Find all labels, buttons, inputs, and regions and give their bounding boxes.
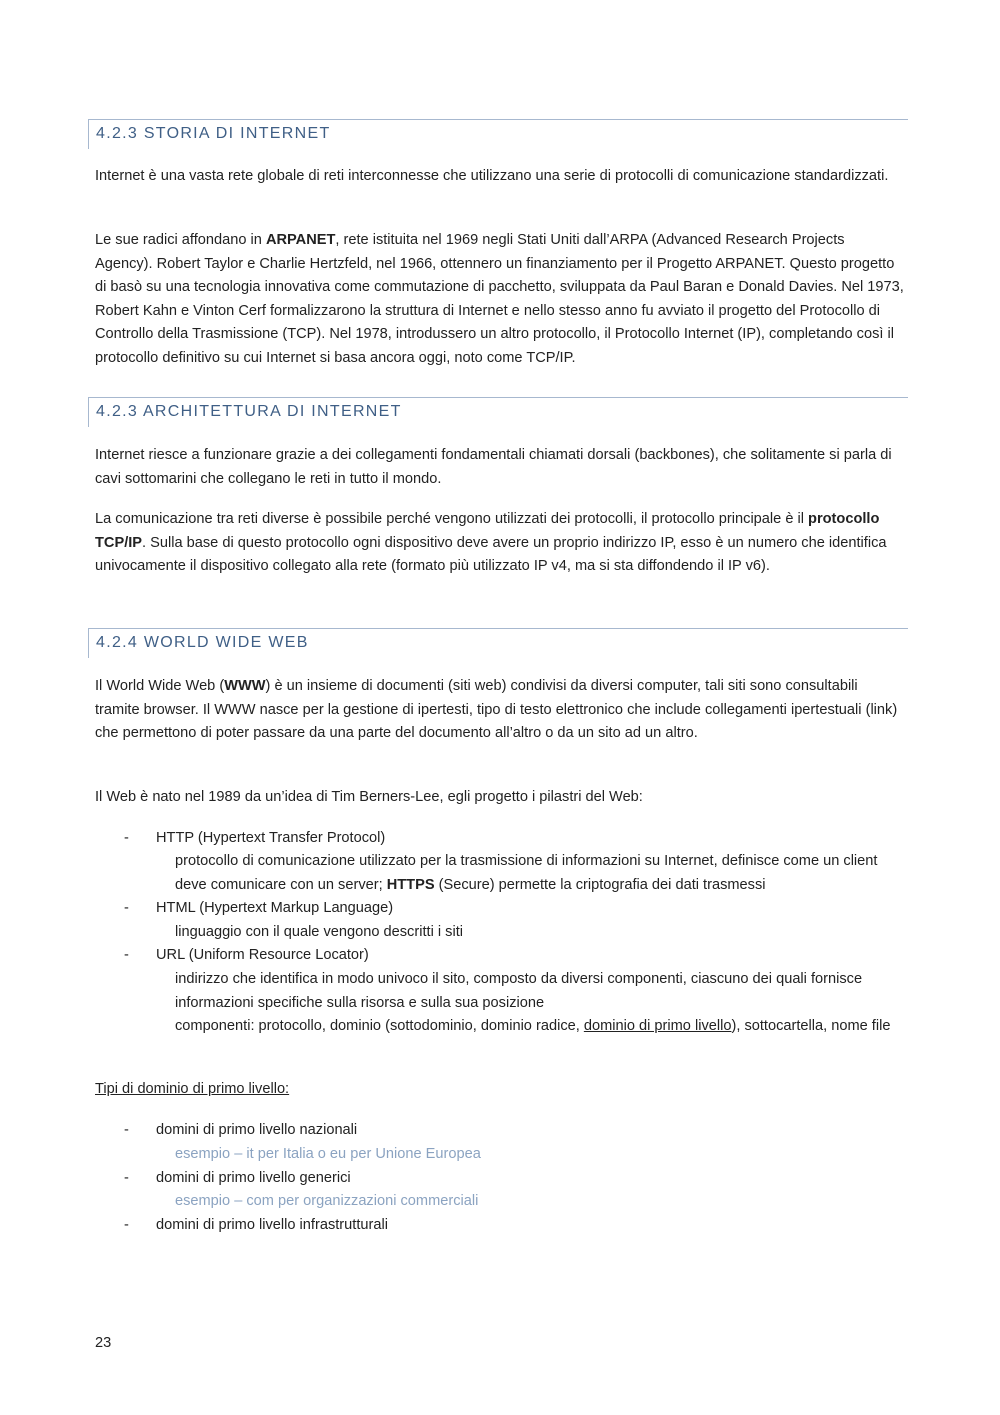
section-heading-text: 4.2.4 WORLD WIDE WEB bbox=[96, 634, 309, 651]
list-dash: - bbox=[124, 947, 129, 963]
text-run: , rete istituita nel 1969 negli Stati Uniti dall’ARPA (Advanced Research Projects Agency). Robert Taylor e Charlie Hertzfeld, nel 1966, ottennero un finanziamento per il Progetto ARPANET. Questo progetto di basò su una tecnologia innovativa come commutazione di pacchetto, sviluppata da Paul Baran e Donald Davies. Nel 1973, Robert Kahn e Vinton Cerf formalizzarono la struttura di Internet e nello stesso anno fu avviato il progetto del Protocollo di Controllo della Trasmissione (TCP). Nel 1978, introdussero un altro protocollo, il Protocollo Internet (IP), completando così il protocollo definitivo su cui Internet si basa ancora oggi, noto come TCP/IP. bbox=[95, 232, 904, 366]
section-heading-www bbox=[88, 628, 908, 658]
paragraph-berners-lee: Il Web è nato nel 1989 da un’idea di Tim Berners-Lee, egli progetto i pilastri del Web: bbox=[95, 789, 643, 805]
bold-term-https: HTTPS bbox=[386, 876, 435, 893]
list-item-title: domini di primo livello infrastrutturali bbox=[156, 1217, 388, 1233]
section-heading-storia bbox=[88, 119, 908, 149]
list-dash: - bbox=[124, 830, 129, 846]
example-generici: esempio – com per organizzazioni commerciali bbox=[175, 1193, 479, 1209]
bold-term-www: WWW bbox=[224, 678, 266, 694]
list-item-title: domini di primo livello generici bbox=[156, 1170, 351, 1186]
underlined-term: dominio di primo livello bbox=[583, 1018, 732, 1034]
bold-term-arpanet: ARPANET bbox=[265, 232, 336, 248]
text-run: Il World Wide Web ( bbox=[95, 678, 225, 694]
text-run: (Secure) permette la criptografia dei dati trasmessi bbox=[434, 876, 766, 893]
list-dash: - bbox=[124, 1217, 129, 1233]
paragraph-www bbox=[95, 675, 905, 746]
subheading-tipi-dominio bbox=[95, 1078, 905, 1102]
text-run: ) è un insieme di documenti (siti web) condivisi da diversi computer, tali siti sono consultabili tramite browser. Il WWW nasce per la gestione di ipertesti, tipo di testo elettronico che include collegamenti ipertestuali (link) che permettono di poter passare da una parte del documento all’altro o da un sito ad un altro. bbox=[95, 678, 898, 741]
paragraph-arpanet bbox=[95, 229, 905, 370]
url-components bbox=[175, 1015, 905, 1039]
list-item-title: HTML (Hypertext Markup Language) bbox=[156, 900, 394, 916]
page-number: 23 bbox=[95, 1335, 112, 1351]
list-item-title: domini di primo livello nazionali bbox=[156, 1122, 358, 1138]
underlined-subheading: Tipi di dominio di primo livello: bbox=[95, 1081, 290, 1097]
paragraph-backbones: Internet riesce a funzionare grazie a dei collegamenti fondamentali chiamati dorsali (backbones), che solitamente si parla di cavi sottomarini che collegano le reti in tutto il mondo. bbox=[95, 447, 892, 487]
text-run: ), sottocartella, nome file bbox=[731, 1018, 891, 1034]
paragraph-internet-definition: Internet è una vasta rete globale di reti interconnesse che utilizzano una serie di protocolli di comunicazione standardizzati. bbox=[95, 168, 889, 184]
bold-term-tcpip: protocollo TCP/IP bbox=[95, 511, 880, 551]
text-run: La comunicazione tra reti diverse è possibile perché vengono utilizzati dei protocolli, il protocollo principale è il bbox=[95, 511, 809, 527]
list-item-title: HTTP (Hypertext Transfer Protocol) bbox=[156, 830, 386, 846]
list-dash: - bbox=[124, 900, 129, 916]
url-description: indirizzo che identifica in modo univoco il sito, composto da diversi componenti, ciascuno dei quali fornisce informazioni specifiche sulla risorsa e sulla sua posizione bbox=[175, 971, 863, 1011]
list-dash: - bbox=[124, 1170, 129, 1186]
text-run: . Sulla base di questo protocollo ogni dispositivo deve avere un proprio indirizzo IP, esso è un numero che identifica univocamente il dispositivo collegato alla rete (formato più utilizzato IP v4, ma si sta diffondendo il IP v6). bbox=[95, 534, 887, 574]
section-heading-architettura bbox=[88, 397, 908, 427]
paragraph-tcpip bbox=[95, 508, 905, 579]
section-heading-text: 4.2.3 ARCHITETTURA DI INTERNET bbox=[96, 403, 402, 420]
section-heading-text: 4.2.3 STORIA DI INTERNET bbox=[96, 125, 331, 142]
text-run: Le sue radici affondano in bbox=[95, 232, 266, 248]
list-item-title: URL (Uniform Resource Locator) bbox=[156, 947, 369, 963]
html-description: linguaggio con il quale vengono descritti i siti bbox=[175, 924, 463, 940]
http-description bbox=[175, 850, 905, 897]
text-run: protocollo di comunicazione utilizzato per la trasmissione di informazioni su Internet, definisce come un client deve comunicare con un server; bbox=[175, 853, 878, 893]
example-nazionali: esempio – it per Italia o eu per Unione Europea bbox=[175, 1146, 481, 1162]
text-run: componenti: protocollo, dominio (sottodominio, dominio radice, bbox=[175, 1018, 584, 1034]
list-dash: - bbox=[124, 1122, 129, 1138]
